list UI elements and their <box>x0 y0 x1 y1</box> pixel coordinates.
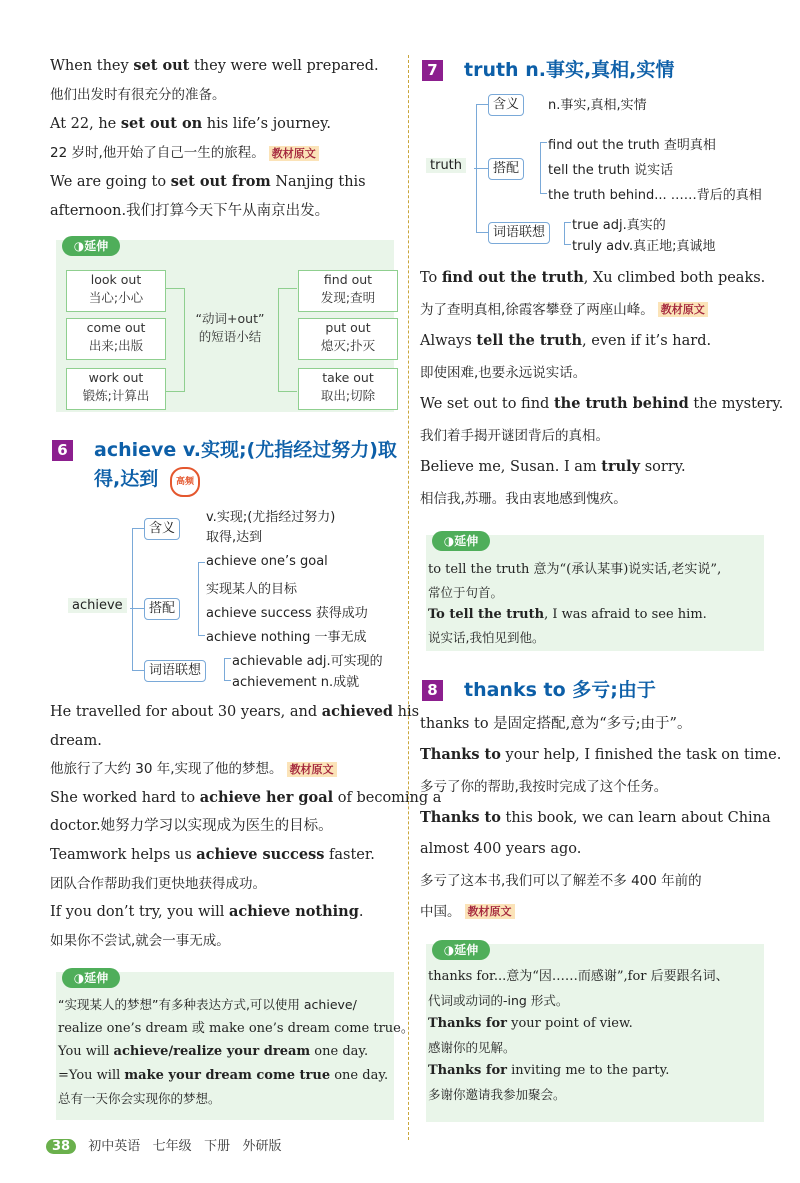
section-number: 8 <box>422 680 443 701</box>
text-line: doctor.她努力学习以实现成为医生的目标。 <box>50 818 333 835</box>
phrase-box <box>298 270 398 312</box>
text-line: 为了查明真相,徐霞客攀登了两座山峰。 教材原文 <box>420 300 708 320</box>
text-line: At 22, he set out on his life’s journey. <box>50 115 331 132</box>
text-line: Thanks for inviting me to the party. <box>428 1063 670 1078</box>
text-line: 多谢你邀请我参加聚会。 <box>428 1086 566 1102</box>
tree-root: truth <box>426 158 466 173</box>
tree-node-label: 含义 <box>488 94 524 116</box>
textbook-source-tag: 教材原文 <box>658 302 708 317</box>
phrase-cn: 出来;出版 <box>88 338 144 353</box>
text-line: dream. <box>50 732 102 749</box>
text-line: He travelled for about 30 years, and achieved his <box>50 703 420 720</box>
text-line: almost 400 years ago. <box>420 841 582 858</box>
text-line: 常位于句首。 <box>428 584 504 600</box>
textbook-source-tag: 教材原文 <box>269 146 319 161</box>
tree-branch <box>476 168 488 169</box>
tree-branch <box>132 528 144 529</box>
tree-node-label: 搭配 <box>488 158 524 180</box>
text-line: 如果你不尝试,就会一事无成。 <box>50 932 230 949</box>
collocation-item: the truth behind... ……背后的真相 <box>548 188 762 203</box>
phrase-en: put out <box>325 320 371 335</box>
leaf-icon: ◑ <box>73 239 85 253</box>
tree-branch <box>476 232 488 233</box>
text-line: 代词或动词的-ing 形式。 <box>428 992 569 1008</box>
tree-branch <box>476 104 488 105</box>
collocation-item: achieve success 获得成功 <box>206 606 368 621</box>
bracket-line <box>166 288 185 392</box>
association-item: true adj.真实的 <box>572 218 666 233</box>
text-line: You will achieve/realize your dream one day. <box>58 1044 369 1059</box>
extension-label: ◑延伸 <box>62 236 120 256</box>
phrase-center: “动词+out” 的短语小结 <box>195 311 265 344</box>
text-line: 说实话,我怕见到他。 <box>428 629 545 645</box>
text-line: to tell the truth 意为“(承认某事)说实话,老实说”, <box>428 562 722 577</box>
text-line: realize one’s dream 或 make one’s dream come true。 <box>58 1020 414 1036</box>
text-line: 团队合作帮助我们更快地获得成功。 <box>50 875 266 892</box>
text-line: Thanks for your point of view. <box>428 1016 633 1031</box>
phrase-box <box>66 368 166 410</box>
text-line: 他们出发时有很充分的准备。 <box>50 87 226 103</box>
phrase-en: look out <box>90 272 142 287</box>
section-number: 7 <box>422 60 443 81</box>
section-title: thanks to 多亏;由于 <box>464 679 656 701</box>
text-line: thanks for...意为“因……而感谢”,for 后要跟名词、 <box>428 969 729 984</box>
volume: 下册 <box>204 1139 231 1154</box>
phrase-en: take out <box>322 370 374 385</box>
text-line: Always tell the truth, even if it’s hard. <box>420 332 712 349</box>
text-line: She worked hard to achieve her goal of becoming a <box>50 788 442 806</box>
leaf-icon: ◑ <box>443 534 455 548</box>
collocation-item: achieve nothing 一事无成 <box>206 630 367 645</box>
phrase-cn: 当心;小心 <box>88 290 144 305</box>
phrase-cn: 熄灭;扑灭 <box>320 338 376 353</box>
text-line: We are going to set out from Nanjing this <box>50 173 366 190</box>
association-item: achievable adj.可实现的 <box>232 654 383 669</box>
meaning-text: v.实现;(尤指经过努力) 取得,达到 <box>206 510 336 545</box>
text-line: If you don’t try, you will achieve nothing. <box>50 903 364 921</box>
text-line: To tell the truth, I was afraid to see him. <box>428 607 707 622</box>
text-line: 多亏了你的帮助,我按时完成了这个任务。 <box>420 778 668 795</box>
text-line: 相信我,苏珊。我由衷地感到愧疚。 <box>420 490 627 507</box>
text-line: “实现某人的梦想”有多种表达方式,可以使用 achieve/ <box>58 997 357 1012</box>
extension-label-3: ◑延伸 <box>432 531 490 551</box>
phrase-box <box>298 318 398 360</box>
phrase-cn: 锻炼;计算出 <box>82 388 150 403</box>
tree-node-label: 搭配 <box>144 598 180 620</box>
text-line: 即使困难,也要永远说实话。 <box>420 364 587 381</box>
text-line: afternoon.我们打算今天下午从南京出发。 <box>50 203 330 219</box>
phrase-cn: 取出;切除 <box>320 388 376 403</box>
text-line: =You will make your dream come true one day. <box>58 1067 389 1083</box>
text-line: 22 岁时,他开始了自己一生的旅程。 教材原文 <box>50 143 319 163</box>
association-bracket <box>224 658 231 681</box>
phrase-cn: 发现;查明 <box>320 290 376 305</box>
tree-trunk <box>132 528 133 670</box>
collocation-item: find out the truth 查明真相 <box>548 138 716 153</box>
tree-node-label: 词语联想 <box>144 660 206 682</box>
text-line: 总有一天你会实现你的梦想。 <box>58 1091 221 1106</box>
text-line: When they set out they were well prepared. <box>50 57 379 74</box>
association-item: truly adv.真正地;真诚地 <box>572 239 716 254</box>
phrase-box <box>66 318 166 360</box>
textbook-source-tag: 教材原文 <box>465 904 515 919</box>
bracket-line <box>278 288 297 392</box>
phrase-box <box>66 270 166 312</box>
collocation-bracket <box>540 142 547 194</box>
phrase-en: come out <box>86 320 146 335</box>
association-item: achievement n.成就 <box>232 675 360 690</box>
section-title-cont: 得,达到 <box>94 468 159 490</box>
text-line: Thanks to your help, I finished the task on time. <box>420 746 782 764</box>
book-name: 初中英语 <box>88 1139 141 1154</box>
text-line: 中国。 教材原文 <box>420 902 515 922</box>
section-title: truth n.事实,真相,实情 <box>464 59 675 81</box>
column-divider <box>408 55 409 1140</box>
tree-root: achieve <box>68 598 127 613</box>
page-footer <box>46 1135 282 1154</box>
leaf-icon: ◑ <box>443 943 455 957</box>
textbook-source-tag: 教材原文 <box>287 762 337 777</box>
section-title: achieve v.实现;(尤指经过努力)取 <box>94 439 397 461</box>
phrase-en: work out <box>88 370 144 385</box>
collocation-item: achieve one’s goal <box>206 554 328 569</box>
section-number: 6 <box>52 440 73 461</box>
text-line: 多亏了这本书,我们可以了解差不多 400 年前的 <box>420 872 702 889</box>
text-line: 他旅行了大约 30 年,实现了他的梦想。 教材原文 <box>50 759 337 779</box>
text-line: Thanks to this book, we can learn about China <box>420 808 771 826</box>
collocation-item: tell the truth 说实话 <box>548 163 674 178</box>
tree-node-label: 词语联想 <box>488 222 550 244</box>
collocation-bracket <box>198 562 205 636</box>
phrase-box <box>298 368 398 410</box>
edition: 外研版 <box>242 1139 282 1154</box>
phrase-en: find out <box>323 272 373 287</box>
extension-label-2: ◑延伸 <box>62 968 120 988</box>
tree-branch <box>132 670 144 671</box>
text-line: 感谢你的见解。 <box>428 1039 516 1055</box>
text-line: thanks to 是固定搭配,意为“多亏;由于”。 <box>420 716 692 732</box>
text-line: Believe me, Susan. I am truly sorry. <box>420 458 686 475</box>
collocation-item: 实现某人的目标 <box>206 582 298 597</box>
tree-branch <box>132 608 144 609</box>
text-line: To find out the truth, Xu climbed both peaks. <box>420 269 766 286</box>
page-number: 38 <box>46 1139 76 1154</box>
text-line: 我们着手揭开谜团背后的真相。 <box>420 427 609 444</box>
meaning-text: n.事实,真相,实情 <box>548 98 647 113</box>
association-bracket <box>564 222 571 245</box>
text-line: We set out to find the truth behind the mystery. <box>420 395 784 412</box>
tree-node-label: 含义 <box>144 518 180 540</box>
text-line: Teamwork helps us achieve success faster. <box>50 846 375 863</box>
leaf-icon: ◑ <box>73 971 85 985</box>
grade: 七年级 <box>152 1139 192 1154</box>
high-frequency-badge: 高频 <box>170 467 200 497</box>
extension-label-4: ◑延伸 <box>432 940 490 960</box>
